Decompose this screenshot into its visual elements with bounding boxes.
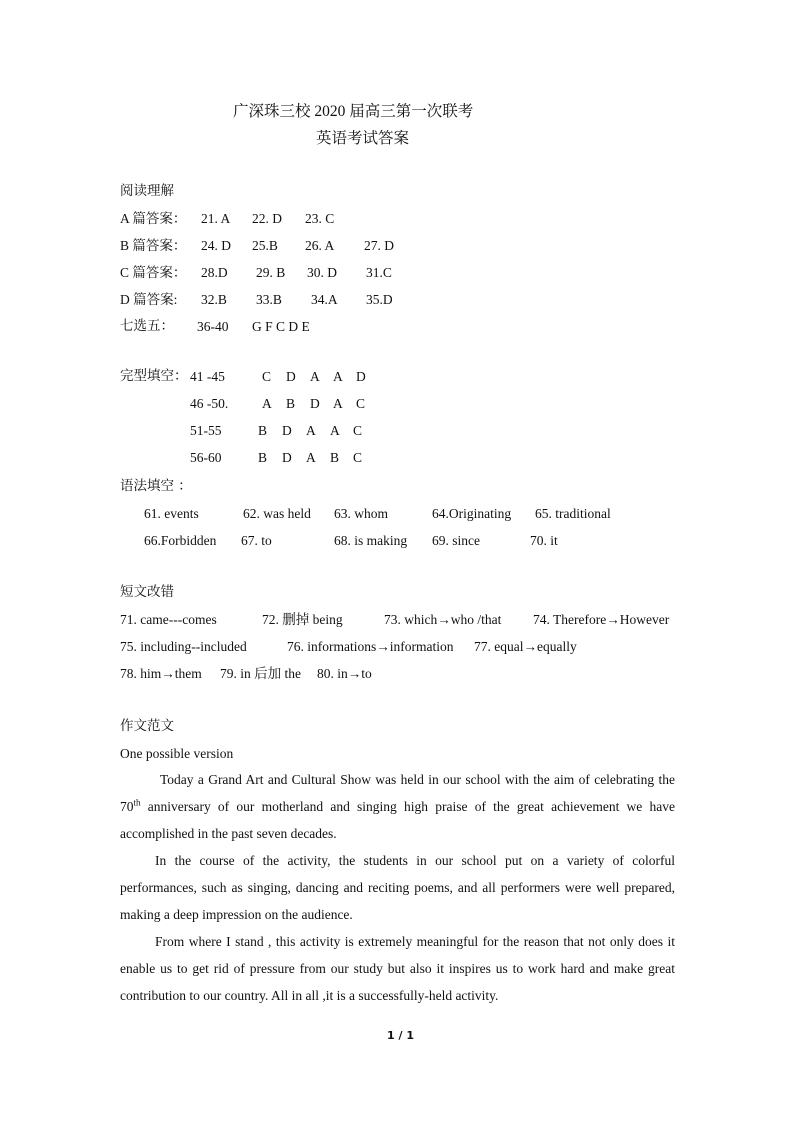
essay-paragraph-3: From where I stand , this activity is extremely meaningful for the reason that not only does it enable us to get rid of pressure from our study but also it inspires us to work hard and make great contribution to our country. All in all ,it is a successfully-held activity.: [120, 934, 675, 1003]
letter: C: [353, 423, 363, 438]
answer: 65. traditional: [535, 506, 611, 521]
letter: A: [306, 450, 316, 465]
letter: D: [282, 450, 292, 465]
answer: G F C D E: [252, 319, 310, 334]
answer-range: 56-60: [190, 450, 222, 465]
correction-item: 77. equal→equally: [474, 639, 577, 654]
correction-item: 73. which→who /that: [384, 612, 502, 627]
answer: 23. C: [305, 211, 335, 226]
letter: C: [353, 450, 363, 465]
exam-title: 广深珠三校 2020 届高三第一次联考: [233, 103, 474, 120]
answer: 63. whom: [334, 506, 388, 521]
answer: 25.B: [252, 238, 278, 253]
answer: 66.Forbidden: [144, 533, 217, 548]
answer: 30. D: [307, 265, 337, 280]
letter: B: [286, 396, 296, 411]
answer: 62. was held: [243, 506, 311, 521]
answer-range: 51-55: [190, 423, 222, 438]
correction-item: 71. came---comes: [120, 612, 217, 627]
correction-item: 80. in→to: [317, 666, 372, 681]
answer: 31.C: [366, 265, 392, 280]
correction-item: 74. Therefore→However: [533, 612, 670, 627]
correction-item: 78. him→them: [120, 666, 202, 681]
answer: 61. events: [144, 506, 199, 521]
answer: 33.B: [256, 292, 282, 307]
answer: 70. it: [530, 533, 558, 548]
essay-version-label: One possible version: [120, 746, 234, 761]
answer: 67. to: [241, 533, 272, 548]
letter: B: [258, 450, 268, 465]
row-label: B 篇答案：: [120, 238, 187, 253]
letter: B: [258, 423, 268, 438]
letter: A: [306, 423, 316, 438]
answer: 34.A: [311, 292, 338, 307]
row-label: D 篇答案:: [120, 292, 178, 307]
correction-item: 79. in 后加 the: [220, 666, 301, 681]
letter: D: [310, 396, 320, 411]
letter: A: [333, 369, 343, 384]
grammar-heading: 语法填空 ：: [120, 478, 192, 494]
letter: A: [310, 369, 320, 384]
letter: A: [262, 396, 272, 411]
row-label: 七选五：: [120, 318, 174, 334]
answer: 28.D: [201, 265, 228, 280]
answer: 68. is making: [334, 533, 408, 548]
essay-paragraph-2: In the course of the activity, the students in our school put on a variety of colorful performances, such as singing, dancing and reciting poems, and all performers were well prepared, making a deep impression on the audience.: [120, 853, 675, 922]
answer: 24. D: [201, 238, 231, 253]
answer: 22. D: [252, 211, 282, 226]
answer: 64.Originating: [432, 506, 512, 521]
row-label: C 篇答案：: [120, 265, 187, 280]
answer: 29. B: [256, 265, 286, 280]
answer-range: 36-40: [197, 319, 229, 334]
letter: D: [356, 369, 366, 384]
letter: A: [330, 423, 340, 438]
exam-subtitle: 英语考试答案: [316, 129, 410, 147]
row-label: A 篇答案：: [120, 211, 187, 226]
letter: B: [330, 450, 340, 465]
cloze-heading: 完型填空：: [120, 368, 188, 384]
answer: 27. D: [364, 238, 394, 253]
reading-heading: 阅读理解: [120, 183, 174, 199]
answer: 35.D: [366, 292, 393, 307]
correction-item: 75. including--included: [120, 639, 247, 654]
letter: C: [262, 369, 272, 384]
letter: C: [356, 396, 366, 411]
correction-heading: 短文改错: [120, 584, 174, 600]
letter: D: [282, 423, 292, 438]
essay-heading: 作文范文: [120, 718, 174, 734]
correction-item: 72. 删掉 being: [262, 612, 343, 627]
letter: A: [333, 396, 343, 411]
essay-paragraph-1: Today a Grand Art and Cultural Show was held in our school with the aim of celebrating the 70th anniversary of our motherland and singing high praise of the great achievement we have accomplished in the past seven decades.: [120, 772, 675, 841]
page-number: 1 / 1: [387, 1029, 414, 1042]
answer: 69. since: [432, 533, 480, 548]
letter: D: [286, 369, 296, 384]
answer: 26. A: [305, 238, 335, 253]
answer: 21. A: [201, 211, 231, 226]
correction-item: 76. informations→information: [287, 639, 454, 654]
answer-range: 46 -50.: [190, 396, 229, 411]
answer: 32.B: [201, 292, 227, 307]
answer-range: 41 -45: [190, 369, 225, 384]
